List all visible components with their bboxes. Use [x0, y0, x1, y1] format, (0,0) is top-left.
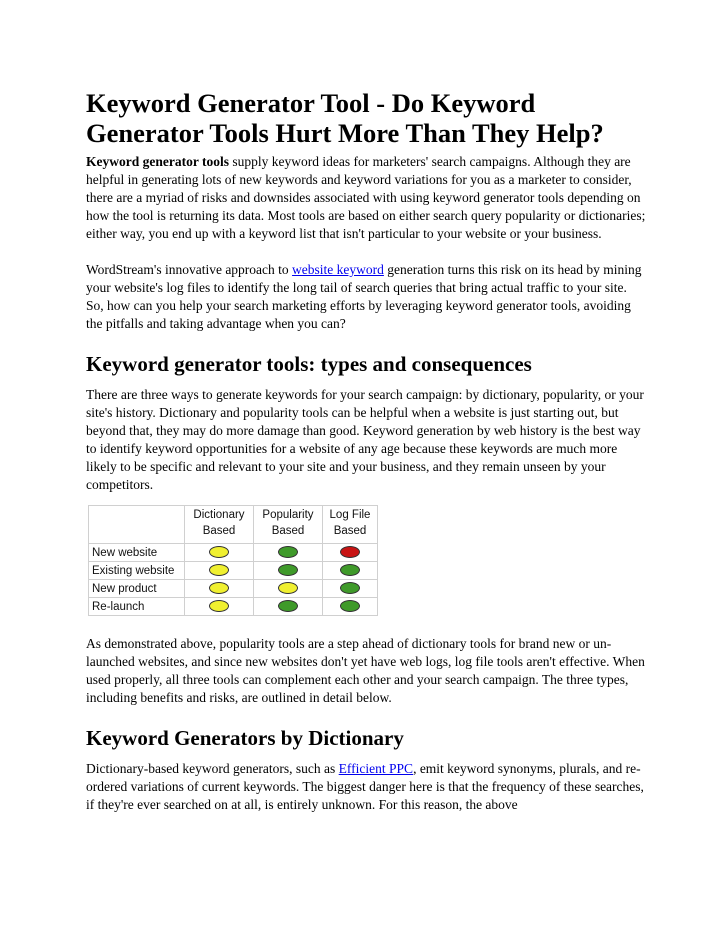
status-light-icon: [340, 582, 360, 594]
status-light-icon: [278, 582, 298, 594]
document-page: [86, 88, 646, 832]
column-header-line: Dictionary: [193, 509, 245, 521]
column-header-line: Based: [271, 525, 305, 537]
status-light-icon: [209, 582, 229, 594]
row-label: Re-launch: [89, 598, 185, 616]
table-corner-cell: [89, 506, 185, 544]
row-label: New website: [89, 544, 185, 562]
approach-paragraph: [86, 261, 646, 333]
approach-text-before: WordStream's innovative approach to: [86, 262, 293, 277]
table-header-row: [89, 506, 378, 544]
approach-text-after: generation turns this risk on its head by mining your website's log files to identify the long tail of search queries that bring actual traffic to your site. So, how can you help your search marketing efforts by leveraging keyword generator tools, avoiding the pitfalls and taking advantage when you can?: [86, 262, 642, 331]
column-header-line: Log File: [329, 509, 371, 521]
section-heading-dictionary: Keyword Generators by Dictionary: [86, 726, 404, 750]
status-light-icon: [340, 546, 360, 558]
column-header-line: Popularity: [262, 509, 314, 521]
row-label: New product: [89, 580, 185, 598]
column-header-popularity: [254, 506, 323, 544]
column-header-line: Based: [333, 525, 367, 537]
status-light-icon: [209, 546, 229, 558]
table-row: [89, 598, 378, 616]
website-keyword-link[interactable]: website keyword: [292, 262, 384, 277]
status-light-icon: [340, 600, 360, 612]
column-header-log-file: [323, 506, 378, 544]
dictionary-text-after: , emit keyword synonyms, plurals, and re-ordered variations of current keywords. The biggest danger here is that the frequency of these searches, if they're ever searched on at all, is entirely unknown. For this reason, the above: [86, 761, 644, 812]
status-light-icon: [209, 600, 229, 612]
status-light-icon: [209, 564, 229, 576]
status-light-icon: [340, 564, 360, 576]
status-light-icon: [278, 600, 298, 612]
comparison-summary-paragraph: As demonstrated above, popularity tools are a step ahead of dictionary tools for brand new or un-launched websites, and since new websites don't yet have web logs, log file tools aren't effective. When used properly, all three tools can complement each other and your search campaign. The three types, including benefits and risks, are outlined in detail below.: [86, 636, 645, 705]
tool-comparison-table: [88, 505, 378, 616]
dictionary-paragraph: [86, 760, 646, 814]
status-light-icon: [278, 546, 298, 558]
status-light-icon: [278, 564, 298, 576]
column-header-dictionary: [185, 506, 254, 544]
dictionary-text-before: Dictionary-based keyword generators, such as: [86, 761, 339, 776]
row-label: Existing website: [89, 562, 185, 580]
section-heading-types: Keyword generator tools: types and consequences: [86, 352, 532, 376]
intro-text: supply keyword ideas for marketers' search campaigns. Although they are helpful in generating lots of new keywords and keyword variations for you as a marketer to consider, there are a myriad of risks and downsides associated with using keyword generator tools depending on how the tool is returning its data. Most tools are based on either search query popularity or dictionaries; either way, you end up with a keyword list that isn't particular to your website or your business.: [86, 154, 646, 241]
table-row: [89, 544, 378, 562]
page-title: Keyword Generator Tool - Do Keyword Generator Tools Hurt More Than They Help?: [86, 88, 604, 148]
intro-paragraph: [86, 153, 646, 243]
table-row: [89, 562, 378, 580]
intro-lead-bold: Keyword generator tools: [86, 154, 229, 169]
column-header-line: Based: [202, 525, 236, 537]
table-row: [89, 580, 378, 598]
types-paragraph: There are three ways to generate keywords for your search campaign: by dictionary, popularity, or your site's history. Dictionary and popularity tools can be helpful when a website is just starting out, but beyond that, they may do more damage than good. Keyword generation by web history is the best way to identify keyword opportunities for a website of any age because these keywords are much more likely to be specific and relevant to your site and your business, and they remain unseen by your competitors.: [86, 387, 644, 492]
efficient-ppc-link[interactable]: Efficient PPC: [338, 761, 414, 776]
